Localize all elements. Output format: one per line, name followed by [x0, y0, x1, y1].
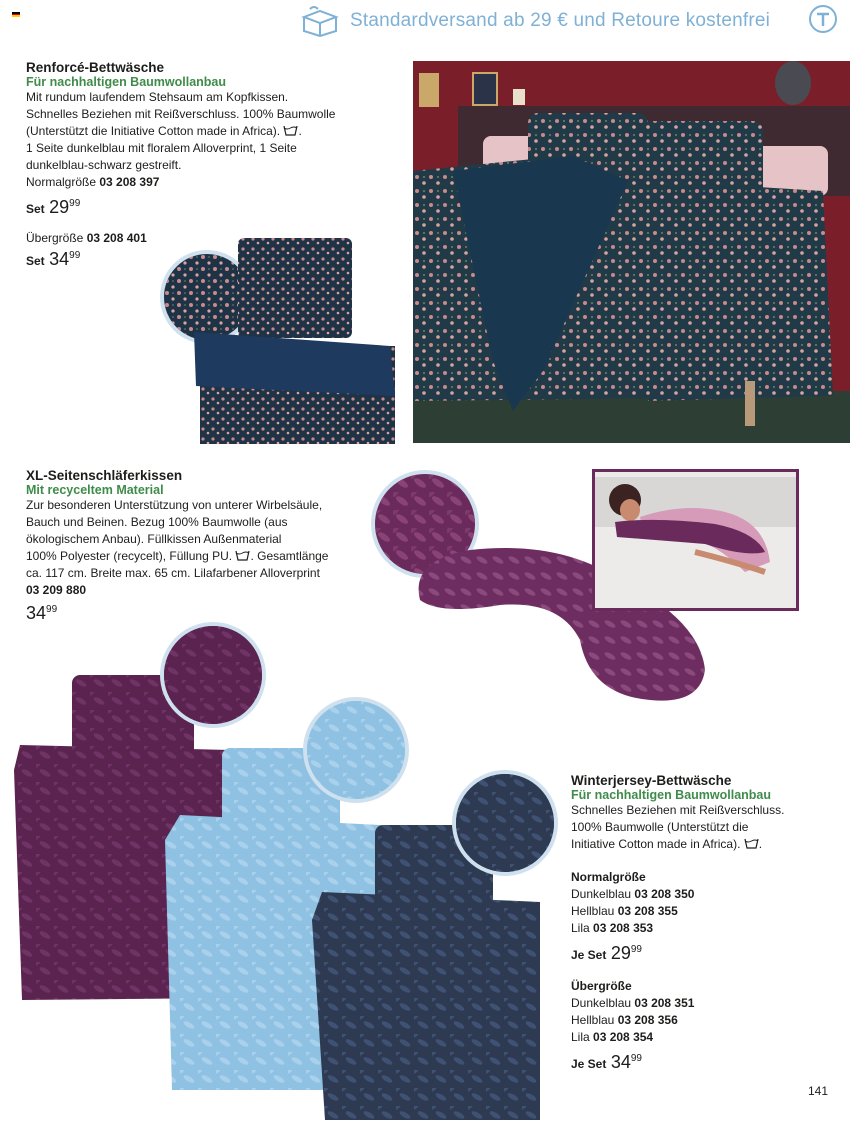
jersey-uber-variant: Dunkelblau 03 208 351	[571, 996, 695, 1010]
jersey-desc-line: Schnelles Beziehen mit Reißverschluss.	[571, 803, 785, 817]
renforce-desc-line: (Unterstützt die Initiative Cotton made in Africa). .	[26, 124, 302, 138]
renforce-title: Renforcé-Bettwäsche	[26, 60, 165, 75]
care-label-icon	[235, 550, 250, 561]
renforce-desc	[26, 89, 401, 191]
renforce-product-image	[190, 236, 400, 446]
jersey-swatch-hellblau	[303, 697, 409, 803]
kissen-lifestyle-photo	[592, 469, 799, 611]
jersey-product-image	[0, 620, 560, 1120]
jersey-swatch-dunkelblau	[452, 770, 558, 876]
jersey-title: Winterjersey-Bettwäsche	[571, 773, 732, 788]
leaf-pattern	[307, 701, 405, 799]
flag-icon	[12, 12, 20, 17]
care-label-icon	[283, 125, 298, 136]
shipping-banner-text: Standardversand ab 29 € und Retoure kostenfrei	[350, 10, 771, 31]
leaf-pattern	[164, 626, 262, 724]
renforce-desc-line: Mit rundum laufendem Stehsaum am Kopfkissen.	[26, 90, 289, 104]
jersey-normal-variant: Dunkelblau 03 208 350	[571, 887, 695, 901]
leaf-pattern	[456, 774, 554, 872]
kissen-subtitle: Mit recyceltem Material	[26, 483, 164, 497]
jersey-uber-price: Je Set $34^{99}$	[571, 1052, 642, 1072]
kissen-price: $34^{99}$	[26, 603, 58, 623]
jersey-section	[571, 773, 841, 1073]
renforce-uber-code: 03 208 401	[86, 231, 147, 245]
jersey-desc	[571, 802, 841, 853]
renforce-uber-line: Übergröße 03 208 401	[26, 231, 147, 245]
bedroom-photo	[413, 61, 850, 443]
renforce-normal-price: Set $29^{99}$	[26, 197, 81, 217]
renforce-normal-line: Normalgröße 03 208 397	[26, 175, 160, 189]
kissen-code: 03 209 880	[26, 583, 87, 597]
kissen-section	[26, 468, 376, 624]
jersey-swatch-lila	[160, 622, 266, 728]
kissen-desc-line: ca. 117 cm. Breite max. 65 cm. Lilafarbener Alloverprint	[26, 566, 320, 580]
renforce-subtitle: Für nachhaltigen Baumwollanbau	[26, 75, 227, 89]
renforce-normal-code: 03 208 397	[99, 175, 160, 189]
renforce-desc-line: Schnelles Beziehen mit Reißverschluss. 100% Baumwolle	[26, 107, 336, 121]
kissen-desc-line: ökologischem Anbau). Füllkissen Außenmaterial	[26, 532, 282, 546]
jersey-desc-line: 100% Baumwolle (Unterstützt die	[571, 820, 749, 834]
kissen-desc-line: Zur besonderen Unterstützung von unterer Wirbelsäule,	[26, 498, 323, 512]
jersey-uber-variant: Lila 03 208 354	[571, 1030, 654, 1044]
jersey-normal-price: Je Set $29^{99}$	[571, 943, 642, 963]
jersey-normal-variant: Hellblau 03 208 355	[571, 904, 678, 918]
renforce-uber-price: Set $34^{99}$	[26, 249, 81, 269]
jersey-uber-heading: Übergröße	[571, 979, 632, 993]
shipping-banner	[300, 4, 770, 38]
jersey-desc-line: Initiative Cotton made in Africa). .	[571, 837, 763, 851]
kissen-desc-line: 100% Polyester (recycelt), Füllung PU. . Gesamtlänge	[26, 549, 329, 563]
page-number: 141	[808, 1084, 829, 1098]
jersey-normal-variant: Lila 03 208 353	[571, 921, 654, 935]
care-label-icon	[744, 838, 759, 849]
brand-logo-icon	[808, 4, 838, 34]
renforce-desc-line: dunkelblau-schwarz gestreift.	[26, 158, 182, 172]
jersey-uber-variant: Hellblau 03 208 356	[571, 1013, 678, 1027]
renforce-desc-line: 1 Seite dunkelblau mit floralem Alloverprint, 1 Seite	[26, 141, 297, 155]
jersey-subtitle: Für nachhaltigen Baumwollanbau	[571, 788, 772, 802]
kissen-desc	[26, 497, 376, 599]
jersey-normal-heading: Normalgröße	[571, 870, 646, 884]
kissen-title: XL-Seitenschläferkissen	[26, 468, 183, 483]
kissen-desc-line: Bauch und Beinen. Bezug 100% Baumwolle (aus	[26, 515, 288, 529]
box-delivery-icon	[300, 5, 340, 37]
